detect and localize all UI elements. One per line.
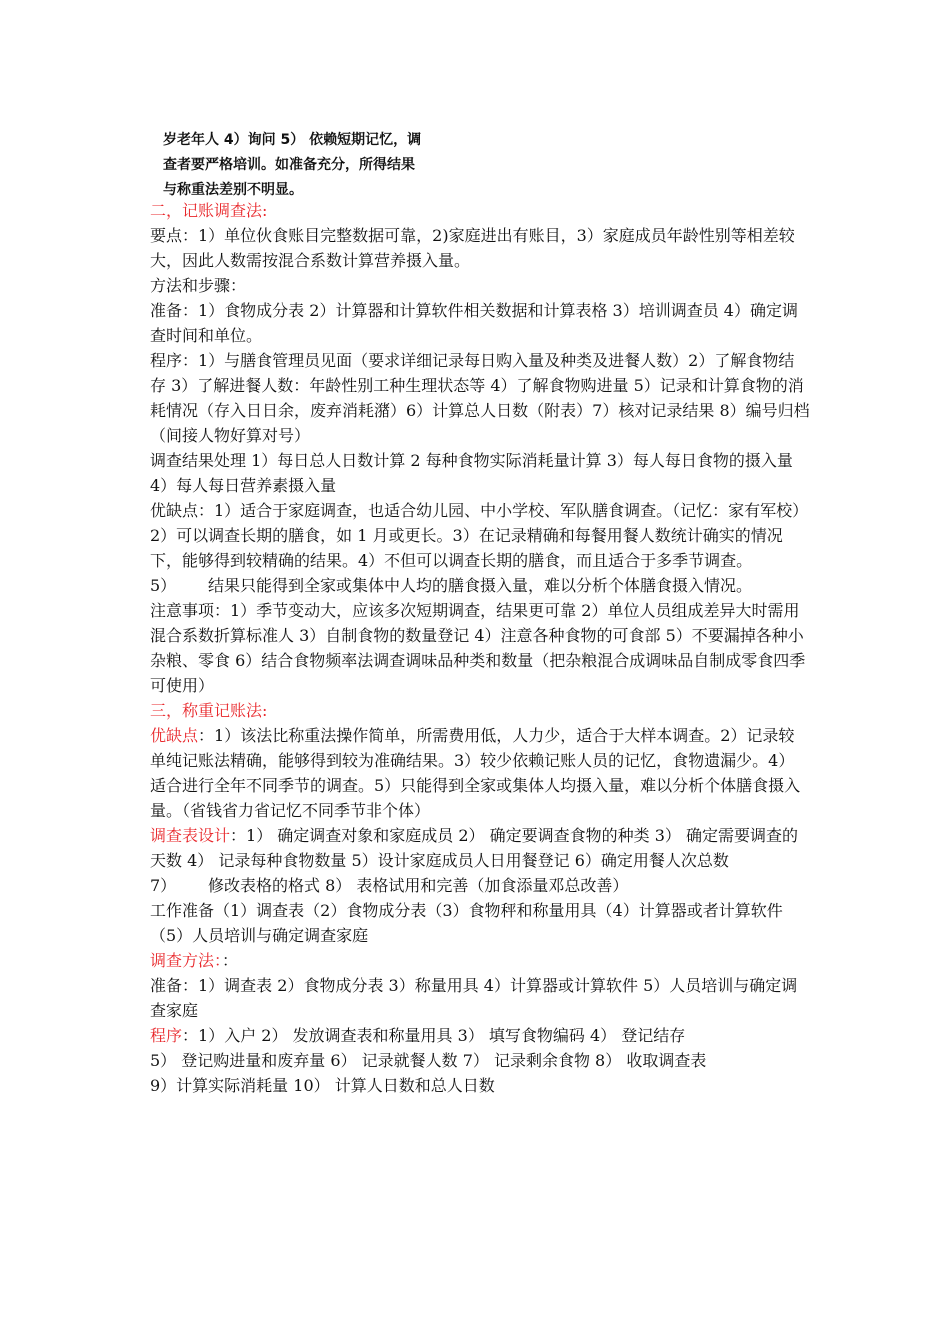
section2-key-points: 要点：1）单位伙食账目完整数据可靠，2)家庭进出有账目，3）家庭成员年龄性别等相差较大，因此人数需按混合系数计算营养摄入量。 xyxy=(150,226,795,270)
pros-cons-text: ：1）该法比称重法操作简单，所需费用低，人力少，适合于大样本调查。2）记录较单纯记账法精确，能够得到较为准确结果。3）较少依赖记账人员的记忆，食物遗漏少。4）适合进行全年不同季节的调查。5）只能得到全家或集体人均摄入量，难以分析个体膳食摄入量。（省钱省力省记忆不同季节非个体） xyxy=(150,726,801,820)
section3-work-prep-5: （5）人员培训与确定调查家庭 xyxy=(150,926,369,945)
section2-result-processing: 调查结果处理 1）每日总人日数计算 2 每种食物实际消耗量计算 3）每人每日食物的摄入量 4）每人每日营养素摄入量 xyxy=(150,451,793,495)
section2-prep: 准备：1）食物成分表 2）计算器和计算软件相关数据和计算表格 3）培训调查员 4）确定调查时间和单位。 xyxy=(150,301,798,345)
section3-procedure-line2: 5） 登记购进量和废弃量 6） 记录就餐人数 7） 记录剩余食物 8） 收取调查表 xyxy=(150,1051,707,1070)
method-label: 调查方法： xyxy=(150,951,223,970)
section3-design xyxy=(150,823,810,873)
bold-intro-block xyxy=(163,128,543,203)
section3-procedure xyxy=(150,1023,810,1048)
procedure-label: 程序 xyxy=(150,1026,183,1045)
section3-prep: 准备：1）调查表 2）食物成分表 3）称量用具 4）计算器或计算软件 5）人员培训与确定调查家庭 xyxy=(150,976,798,1020)
item-7-text: 修改表格的格式 8） 表格试用和完善（加食添量邓总改善） xyxy=(208,876,629,895)
item-5-number: 5） xyxy=(150,576,177,595)
section3-pros-cons xyxy=(150,723,810,823)
section2-method-title: 方法和步骤： xyxy=(150,276,247,295)
method-colon: ： xyxy=(222,951,239,970)
section3-procedure-line3: 9）计算实际消耗量 10） 计算人日数和总人日数 xyxy=(150,1076,495,1095)
bold-line-2: 查者要严格培训。如准备充分，所得结果 xyxy=(163,157,415,173)
design-text: ：1） 确定调查对象和家庭成员 2） 确定要调查食物的种类 3） 确定需要调查的天数 4） 记录每种食物数量 5）设计家庭成员人日用餐登记 6）确定用餐人次总数 xyxy=(150,826,798,870)
procedure-text: ：1）入户 2） 发放调查表和称量用具 3） 填写食物编码 4） 登记结存 xyxy=(182,1026,686,1045)
bold-line-1: 岁老年人 4）询问 5） 依赖短期记忆，调 xyxy=(163,132,422,148)
section2-heading: 二，记账调查法: xyxy=(150,201,268,220)
item-7-number: 7） xyxy=(150,876,177,895)
pros-cons-label: 优缺点 xyxy=(150,726,199,745)
bold-line-3: 与称重法差别不明显。 xyxy=(163,182,303,198)
section3-method xyxy=(150,948,810,973)
section3-item-7 xyxy=(150,873,810,898)
section2-notes: 注意事项：1）季节变动大，应该多次短期调查，结果更可靠 2）单位人员组成差异大时需用混合系数折算标准人 3）自制食物的数量登记 4）注意各种食物的可食部 5）不要漏掉各种小杂粮、零食 6）结合食物频率法调查调味品种类和数量（把杂粮混合成调味品自制成零食四季可使用） xyxy=(150,601,806,695)
section2-procedure: 程序：1）与膳食管理员见面（要求详细记录每日购入量及种类及进餐人数）2）了解食物结存 3）了解进餐人数：年龄性别工种生理状态等 4）了解食物购进量 5）记录和计算食物的消耗情况（存入日日余，废弃消耗潴）6）计算总人日数（附表）7）核对记录结果 8）编号归档（间接人物好算对号） xyxy=(150,351,810,445)
document-body xyxy=(150,198,810,1098)
design-label: 调查表设计 xyxy=(150,826,231,845)
section2-item-5 xyxy=(150,573,810,598)
section2-pros-cons: 优缺点：1）适合于家庭调查，也适合幼儿园、中小学校、军队膳食调查。（记忆：家有军校）2）可以调查长期的膳食，如 1 月或更长。3）在记录精确和每餐用餐人数统计确实的情况下，能够得到较精确的结果。4）不但可以调查长期的膳食，而且适合于多季节调查。 xyxy=(150,501,809,570)
item-5-text: 结果只能得到全家或集体中人均的膳食摄入量，难以分析个体膳食摄入情况。 xyxy=(208,576,753,595)
section3-work-prep: 工作准备（1）调查表（2）食物成分表（3）食物秤和称量用具（4）计算器或者计算软件 xyxy=(150,901,783,920)
section3-heading: 三，称重记账法: xyxy=(150,701,268,720)
